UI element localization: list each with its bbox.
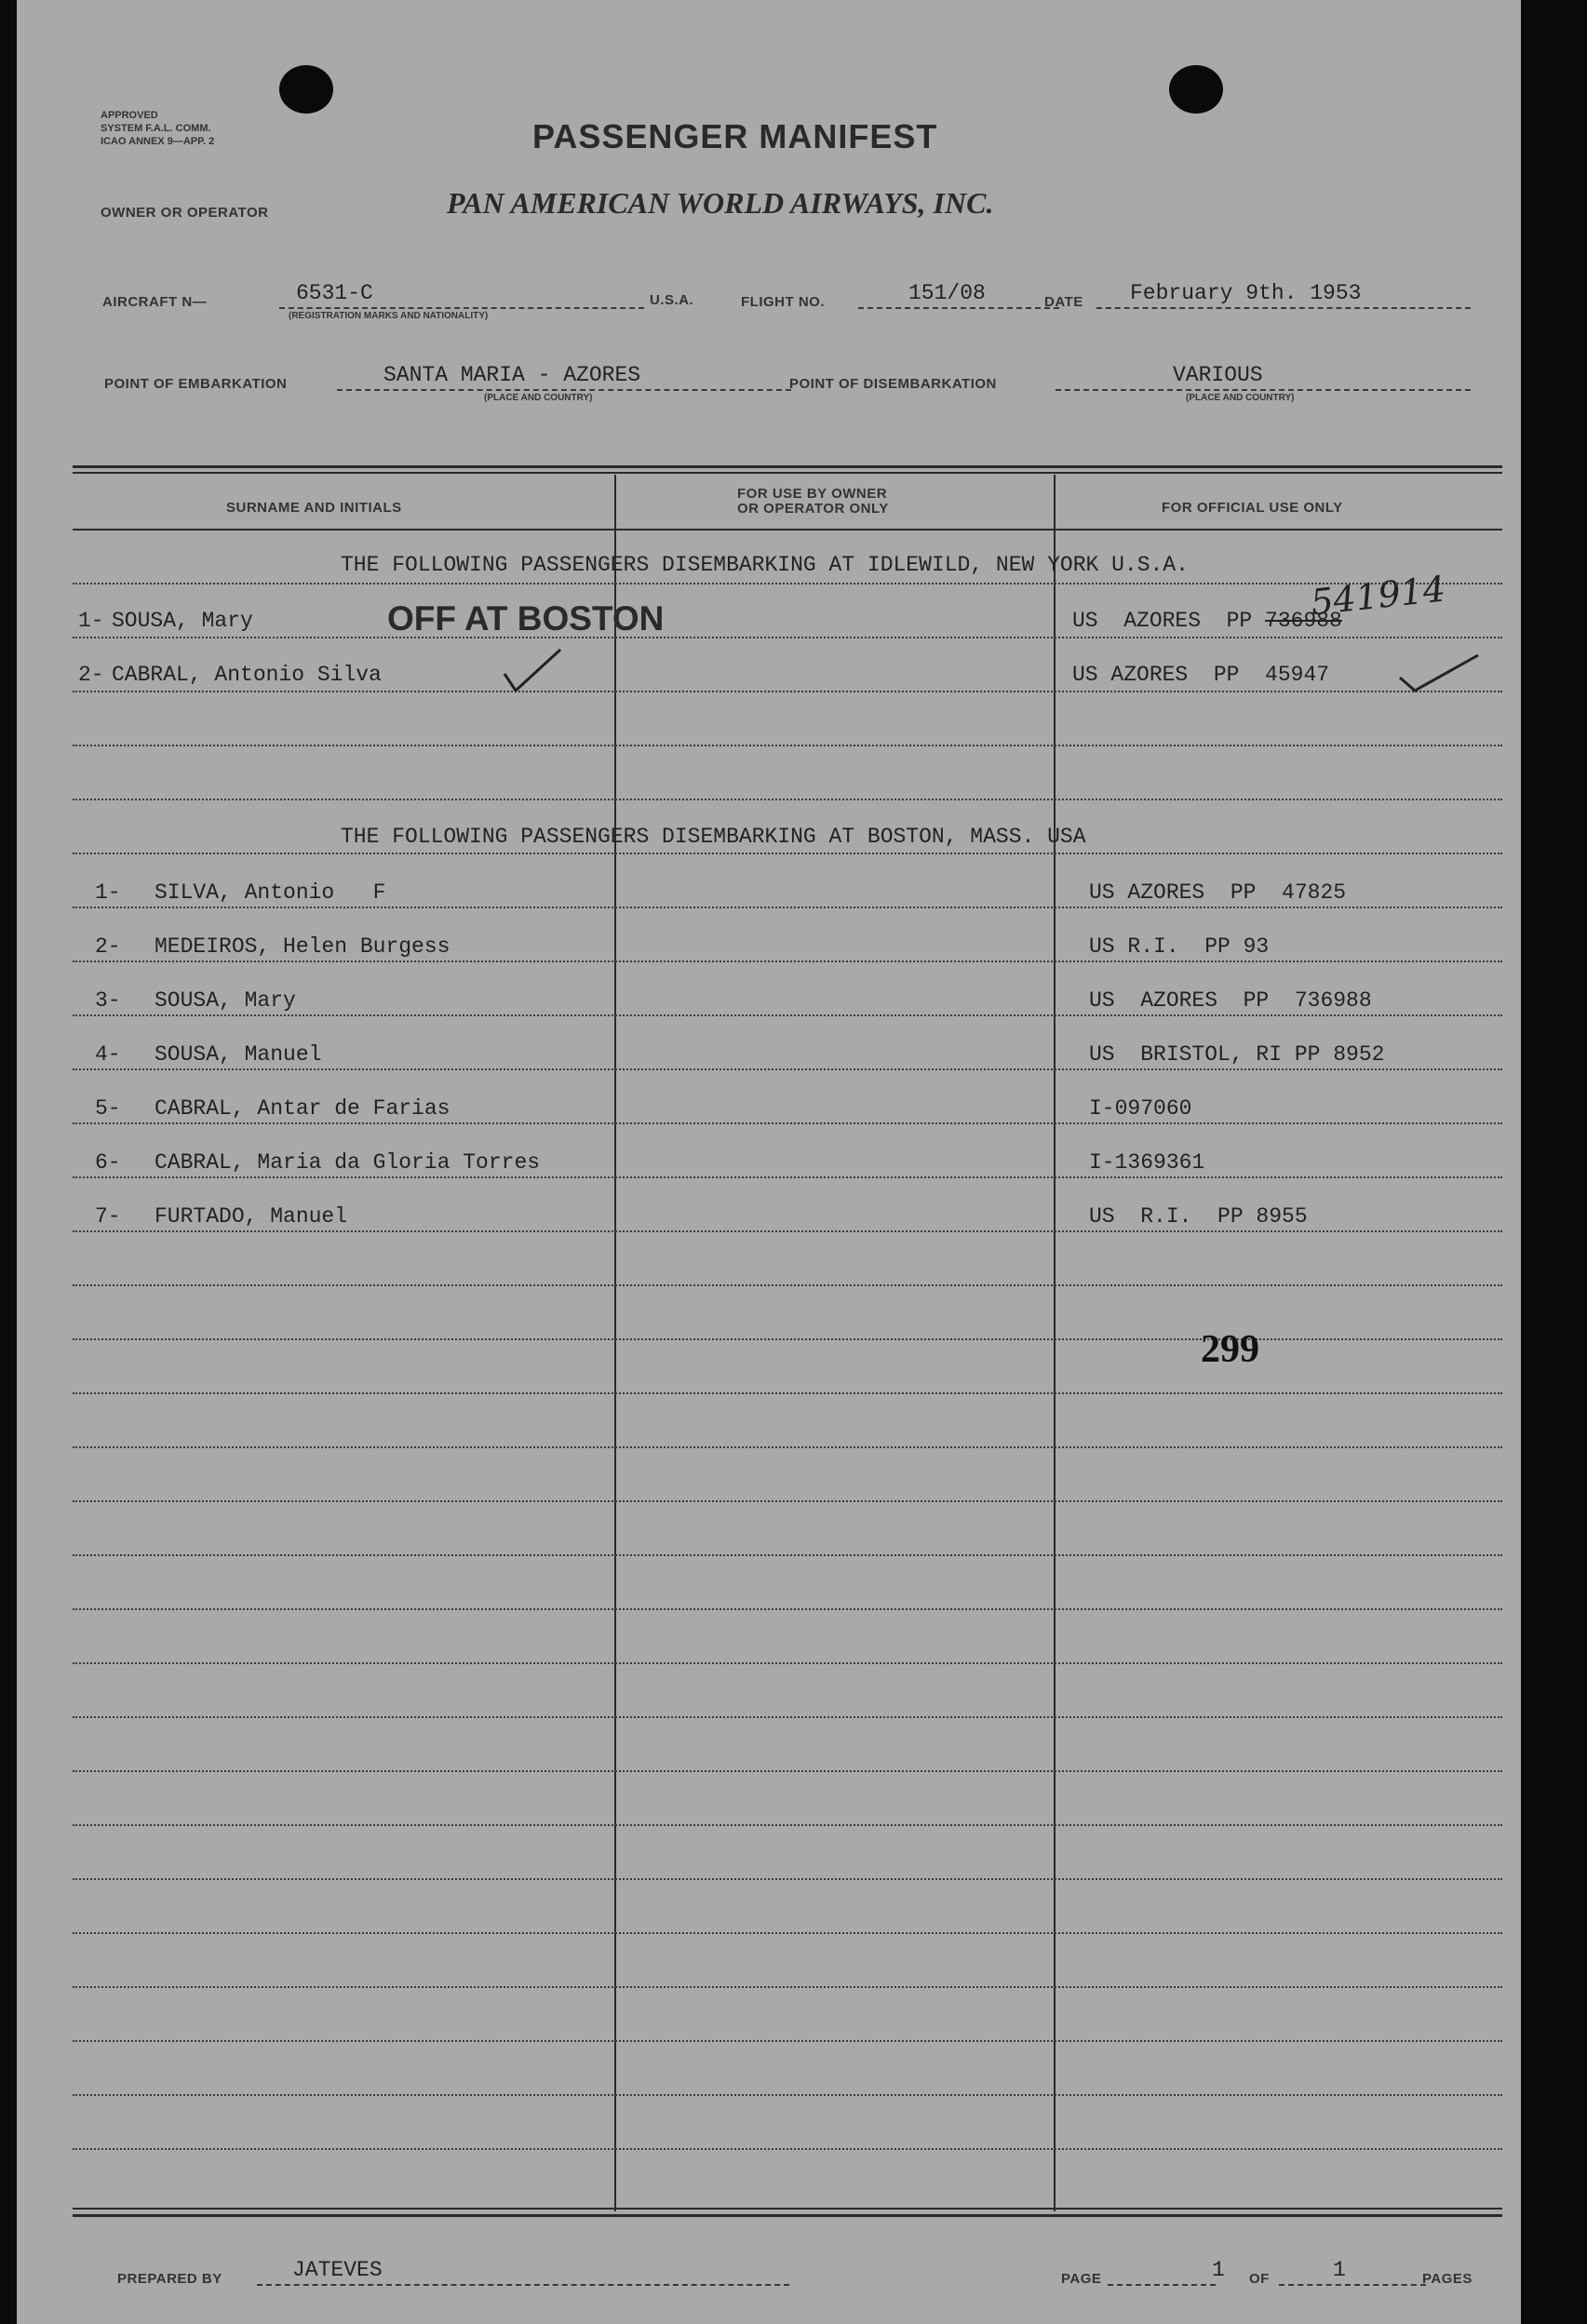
approval-line-1: APPROVED bbox=[101, 110, 158, 121]
table-bottom-border-outer bbox=[73, 2214, 1502, 2217]
page-label: PAGE bbox=[1061, 2271, 1102, 2287]
boston-row-4-official: US BRISTOL, RI PP 8952 bbox=[1089, 1042, 1385, 1067]
column-divider-left bbox=[614, 475, 616, 2211]
boston-row-7-name: FURTADO, Manuel bbox=[155, 1204, 348, 1229]
boston-row-3-official: US AZORES PP 736988 bbox=[1089, 988, 1372, 1013]
column-header-surname: SURNAME AND INITIALS bbox=[226, 500, 402, 516]
registration-caption: (REGISTRATION MARKS AND NATIONALITY) bbox=[289, 311, 489, 321]
embarkation-value: SANTA MARIA - AZORES bbox=[383, 363, 641, 387]
checkmark-icon bbox=[1396, 650, 1482, 698]
of-value: 1 bbox=[1333, 2258, 1346, 2282]
boston-row-6-name: CABRAL, Maria da Gloria Torres bbox=[155, 1150, 541, 1175]
prepared-by-value: JATEVES bbox=[292, 2258, 383, 2282]
idlewild-row-1-official-struck: 736988 bbox=[1265, 609, 1342, 633]
ruled-line bbox=[73, 1662, 1502, 1664]
ruled-line bbox=[73, 1500, 1502, 1502]
approval-line-2: SYSTEM F.A.L. COMM. bbox=[101, 123, 211, 134]
idlewild-row-1-official-text: US AZORES PP bbox=[1072, 609, 1266, 633]
ruled-line bbox=[73, 1338, 1502, 1340]
boston-row-2-official: US R.I. PP 93 bbox=[1089, 934, 1270, 959]
column-header-owner-line2: OR OPERATOR ONLY bbox=[737, 501, 889, 517]
embarkation-underline bbox=[337, 389, 791, 391]
ruled-line bbox=[73, 1770, 1502, 1772]
boston-row-4-num: 4- bbox=[95, 1042, 121, 1067]
idlewild-row-1-name: SOUSA, Mary bbox=[112, 609, 253, 633]
ruled-line bbox=[73, 2094, 1502, 2096]
date-value: February 9th. 1953 bbox=[1130, 281, 1362, 305]
ruled-line bbox=[73, 1014, 1502, 1016]
table-top-border bbox=[73, 465, 1502, 468]
aircraft-value: 6531-C bbox=[296, 281, 373, 305]
idlewild-row-2-num: 2- bbox=[78, 663, 104, 687]
boston-row-5-num: 5- bbox=[95, 1096, 121, 1121]
column-divider-right bbox=[1054, 475, 1056, 2211]
punch-hole-right bbox=[1169, 65, 1223, 114]
boston-row-1-num: 1- bbox=[95, 880, 121, 905]
boston-heading: THE FOLLOWING PASSENGERS DISEMBARKING AT BOSTON, MASS. USA bbox=[341, 825, 1086, 849]
aircraft-label: AIRCRAFT N— bbox=[102, 294, 208, 310]
boston-row-3-num: 3- bbox=[95, 988, 121, 1013]
date-label: DATE bbox=[1044, 294, 1083, 310]
ruled-line bbox=[73, 1176, 1502, 1178]
punch-hole-left bbox=[279, 65, 333, 114]
ruled-line bbox=[73, 529, 1502, 531]
flight-value: 151/08 bbox=[908, 281, 986, 305]
ruled-line bbox=[73, 2148, 1502, 2150]
ruled-line bbox=[73, 691, 1502, 692]
prepared-by-underline bbox=[257, 2284, 789, 2286]
idlewild-row-1-num: 1- bbox=[78, 609, 104, 633]
of-underline bbox=[1279, 2284, 1426, 2286]
boston-row-5-official: I-097060 bbox=[1089, 1096, 1192, 1121]
of-label: OF bbox=[1249, 2271, 1270, 2287]
prepared-by-label: PREPARED BY bbox=[117, 2271, 222, 2287]
operator-name: PAN AMERICAN WORLD AIRWAYS, INC. bbox=[447, 186, 994, 220]
ruled-line bbox=[73, 1122, 1502, 1124]
ruled-line bbox=[73, 583, 1502, 584]
boston-row-6-official: I-1369361 bbox=[1089, 1150, 1205, 1175]
ruled-line bbox=[73, 1932, 1502, 1934]
boston-row-2-name: MEDEIROS, Helen Burgess bbox=[155, 934, 451, 959]
boston-row-5-name: CABRAL, Antar de Farias bbox=[155, 1096, 451, 1121]
ruled-line bbox=[73, 799, 1502, 800]
ruled-line bbox=[73, 637, 1502, 638]
stamp-number: 299 bbox=[1201, 1328, 1259, 1371]
off-at-boston-stamp: OFF AT BOSTON bbox=[387, 599, 665, 638]
ruled-line bbox=[73, 1554, 1502, 1556]
ruled-line bbox=[73, 1986, 1502, 1988]
ruled-line bbox=[73, 907, 1502, 908]
ruled-line bbox=[73, 2040, 1502, 2042]
disembarkation-place-caption: (PLACE AND COUNTRY) bbox=[1186, 393, 1295, 403]
boston-row-7-official: US R.I. PP 8955 bbox=[1089, 1204, 1308, 1229]
handwritten-passport-number: 541914 bbox=[1309, 568, 1447, 624]
checkmark-icon bbox=[501, 646, 566, 698]
ruled-line bbox=[73, 1446, 1502, 1448]
boston-row-1-name: SILVA, Antonio F bbox=[155, 880, 386, 905]
date-underline bbox=[1096, 307, 1471, 309]
boston-row-4-name: SOUSA, Manuel bbox=[155, 1042, 322, 1067]
boston-row-2-num: 2- bbox=[95, 934, 121, 959]
embarkation-place-caption: (PLACE AND COUNTRY) bbox=[484, 393, 593, 403]
ruled-line bbox=[73, 1284, 1502, 1286]
disembarkation-value: VARIOUS bbox=[1173, 363, 1263, 387]
ruled-line bbox=[73, 1878, 1502, 1880]
boston-row-3-name: SOUSA, Mary bbox=[155, 988, 296, 1013]
page-underline bbox=[1108, 2284, 1216, 2286]
ruled-line bbox=[73, 1716, 1502, 1718]
ruled-line bbox=[73, 1608, 1502, 1610]
embarkation-label: POINT OF EMBARKATION bbox=[104, 376, 288, 392]
manifest-sheet bbox=[17, 0, 1521, 2324]
idlewild-row-2-name: CABRAL, Antonio Silva bbox=[112, 663, 382, 687]
column-header-official: FOR OFFICIAL USE ONLY bbox=[1162, 500, 1343, 516]
table-top-border-inner bbox=[73, 472, 1502, 474]
ruled-line bbox=[73, 1068, 1502, 1070]
usa-label: U.S.A. bbox=[650, 292, 694, 308]
page-title: PASSENGER MANIFEST bbox=[532, 117, 938, 155]
owner-label: OWNER OR OPERATOR bbox=[101, 205, 269, 221]
ruled-line bbox=[73, 1230, 1502, 1232]
aircraft-underline bbox=[279, 307, 644, 309]
pages-label: PAGES bbox=[1422, 2271, 1473, 2287]
page-value: 1 bbox=[1212, 2258, 1225, 2282]
column-header-owner-line1: FOR USE BY OWNER bbox=[737, 486, 888, 502]
idlewild-row-1-official bbox=[1072, 609, 1342, 633]
idlewild-row-2-official: US AZORES PP 45947 bbox=[1072, 663, 1330, 687]
idlewild-heading: THE FOLLOWING PASSENGERS DISEMBARKING AT IDLEWILD, NEW YORK U.S.A. bbox=[341, 553, 1189, 577]
boston-row-7-num: 7- bbox=[95, 1204, 121, 1229]
ruled-line bbox=[73, 1824, 1502, 1826]
disembarkation-underline bbox=[1056, 389, 1471, 391]
disembarkation-label: POINT OF DISEMBARKATION bbox=[789, 376, 997, 392]
boston-row-6-num: 6- bbox=[95, 1150, 121, 1175]
flight-underline bbox=[858, 307, 1059, 309]
ruled-line bbox=[73, 745, 1502, 746]
ruled-line bbox=[73, 853, 1502, 854]
flight-label: FLIGHT NO. bbox=[741, 294, 825, 310]
table-bottom-border bbox=[73, 2208, 1502, 2210]
approval-line-3: ICAO ANNEX 9—APP. 2 bbox=[101, 136, 215, 147]
boston-row-1-official: US AZORES PP 47825 bbox=[1089, 880, 1347, 905]
ruled-line bbox=[73, 1392, 1502, 1394]
ruled-line bbox=[73, 960, 1502, 962]
